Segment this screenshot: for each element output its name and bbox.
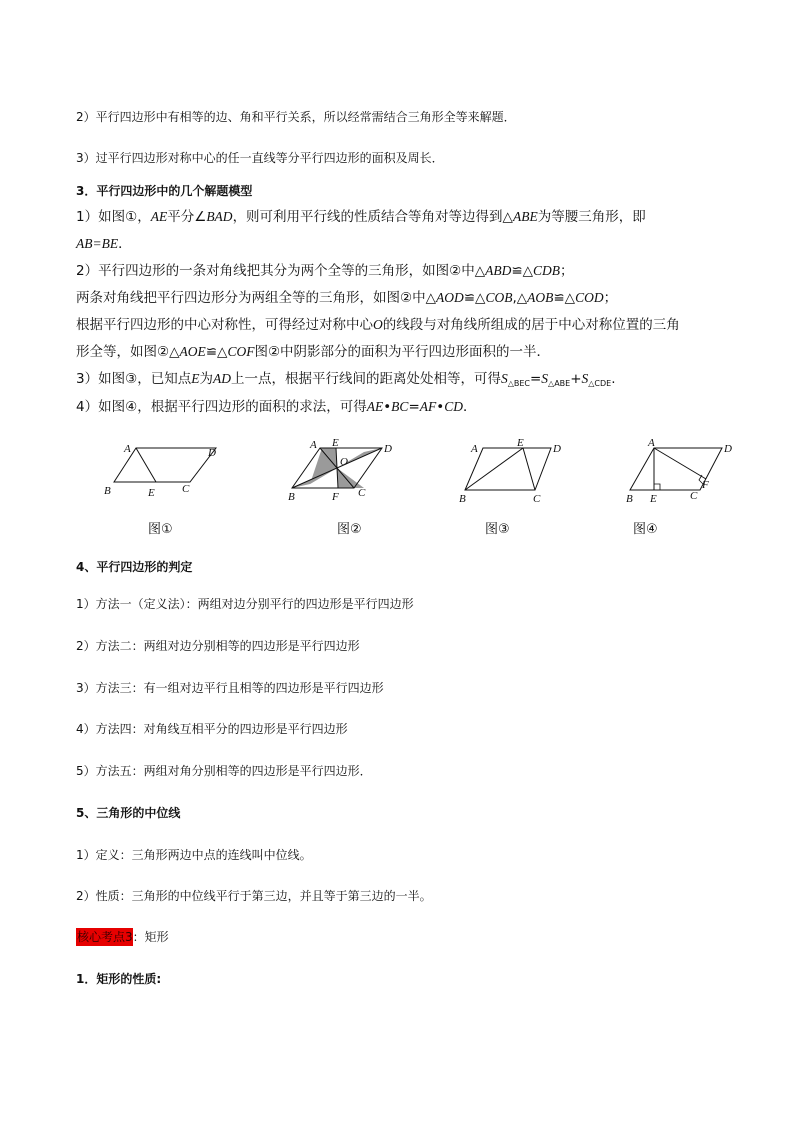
label-b: B (459, 493, 466, 505)
label-f: F (332, 491, 339, 503)
var: O (373, 317, 383, 332)
section4-title: 4、平行四边形的判定 (76, 560, 193, 574)
text-seg: ． (462, 399, 477, 415)
text-seg: • (436, 399, 445, 415)
label-b: B (288, 491, 295, 503)
figure-1-parallelogram (100, 436, 230, 506)
label-a: A (124, 443, 131, 455)
text-seg: ； (603, 290, 618, 306)
label-b: B (104, 485, 111, 497)
method-2: 2）方法二：两组对边分别相等的四边形是平行四边形 (76, 639, 360, 653)
var: E (191, 371, 200, 386)
fig4-caption: 图④ (633, 522, 658, 537)
text-seg: 根据平行四边形的中心对称性，可得经过对称中心 (76, 317, 373, 333)
label-b: B (626, 493, 633, 505)
var: AOD (435, 290, 464, 305)
label-f: F (702, 479, 709, 491)
text-seg: ≌△ (205, 344, 228, 360)
fig1-segment-ae (136, 448, 156, 482)
right-angle-e (654, 484, 660, 490)
fig3-caption: 图③ (485, 522, 510, 537)
subscript: △CDE (588, 379, 612, 388)
text-seg: ； (560, 263, 574, 279)
method-1: 1）方法一（定义法）：两组对边分别平行的四边形是平行四边形 (76, 597, 414, 611)
var: ABD (485, 263, 512, 278)
fig2-caption: 图② (337, 522, 362, 537)
var: AB=BE (76, 236, 119, 251)
var: S (541, 371, 549, 386)
text-seg: 平分∠ (167, 209, 207, 225)
model-2-line (76, 259, 574, 279)
model-2-line-2 (76, 286, 617, 306)
model-1-line (76, 205, 646, 225)
var: AOB (527, 290, 554, 305)
text-seg: 两条对角线把平行四边形分为两组全等的三角形，如图②中△ (76, 290, 436, 306)
text-seg: 3）如图③，已知点 (76, 371, 192, 387)
text-seg: 2）平行四边形的一条对角线把其分为两个全等的三角形，如图②中△ (76, 263, 486, 279)
text-seg: 图②中阴影部分的面积为平行四边形面积的一半． (254, 344, 551, 360)
var: AD (212, 371, 231, 386)
label-d: D (384, 443, 392, 455)
label-a: A (471, 443, 478, 455)
var: S (581, 371, 589, 386)
text-seg: ≌△ (511, 263, 534, 279)
var: S (500, 371, 508, 386)
text-seg: ,△ (512, 290, 528, 306)
fig3-segment-ce (523, 448, 535, 490)
rectangle-properties-title: 1．矩形的性质: (76, 972, 162, 986)
model-3-line (76, 367, 616, 388)
fig3-shape (465, 448, 551, 490)
fig1-caption: 图① (148, 522, 173, 537)
fig4-height-af (654, 448, 706, 479)
label-e: E (332, 437, 339, 449)
model-2-line-4 (76, 340, 550, 360)
var: AE (150, 209, 168, 224)
text-seg: ≌△ (463, 290, 486, 306)
method-5: 5）方法五：两组对角分别相等的四边形是平行四边形． (76, 764, 372, 778)
label-c: C (533, 493, 541, 505)
text-seg: 为 (199, 371, 213, 387)
core-badge: 核心考点3 (77, 930, 133, 944)
var: COF (227, 344, 255, 359)
var: BAD (206, 209, 233, 224)
text-seg: • (383, 399, 392, 415)
subscript: △ABE (548, 379, 571, 388)
label-d: D (724, 443, 732, 455)
text-seg: 上一点，根据平行线间的距离处处相等，可得 (230, 371, 501, 387)
core-title: ：矩形 (132, 930, 169, 944)
label-c: C (182, 483, 190, 495)
section3-title: 3．平行四边形中的几个解题模型 (76, 184, 253, 198)
var: AOE (179, 344, 206, 359)
var: COB (485, 290, 513, 305)
method-4: 4）方法四：对角线互相平分的四边形是平行四边形 (76, 722, 348, 736)
section5-title: 5、三角形的中位线 (76, 806, 181, 820)
model-4-line (76, 395, 476, 415)
subscript: △BEC (507, 379, 530, 388)
label-c: C (358, 487, 366, 499)
model-2-line-3 (76, 313, 680, 333)
var: COD (575, 290, 604, 305)
text-seg: 为等腰三角形，即 (537, 209, 646, 225)
label-d: D (553, 443, 561, 455)
text-seg: 的线段与对角线所组成的居于中心对称位置的三角 (382, 317, 680, 333)
text-seg: ≌△ (553, 290, 576, 306)
var: AE (366, 399, 384, 414)
model-1-line-2 (76, 232, 132, 252)
var: ABE (512, 209, 538, 224)
core-point-heading (76, 928, 169, 945)
label-a: A (648, 437, 655, 449)
label-e: E (650, 493, 657, 505)
text-seg: 4）如图④，根据平行四边形的面积的求法，可得 (76, 399, 367, 415)
label-o: O (340, 456, 348, 468)
text-seg: ，则可利用平行线的性质结合等角对等边得到△ (232, 209, 513, 225)
figure-3-parallelogram (455, 436, 571, 508)
text-seg: ． (118, 236, 132, 252)
var: CDB (533, 263, 561, 278)
label-e: E (148, 487, 155, 499)
text-seg: = (529, 371, 542, 387)
text-seg: 形全等，如图②△ (76, 344, 180, 360)
label-d: D (208, 447, 216, 459)
figure-4-parallelogram (620, 436, 740, 508)
label-c: C (690, 490, 698, 502)
text-seg: 1）如图①， (76, 209, 151, 225)
label-a: A (310, 439, 317, 451)
method-3: 3）方法三：有一组对边平行且相等的四边形是平行四边形 (76, 681, 384, 695)
point-3: 3）过平行四边形对称中心的任一直线等分平行四边形的面积及周长． (76, 151, 444, 165)
var: AF (419, 399, 437, 414)
var: CD (444, 399, 463, 414)
point-2: 2）平行四边形中有相等的边、角和平行关系，所以经常需结合三角形全等来解题． (76, 110, 516, 124)
text-seg: . (611, 371, 616, 387)
text-seg: + (570, 371, 582, 387)
text-seg: = (408, 399, 420, 415)
midline-definition: 1）定义：三角形两边中点的连线叫中位线。 (76, 848, 312, 862)
midline-property: 2）性质：三角形的中位线平行于第三边，并且等于第三边的一半。 (76, 889, 432, 903)
label-e: E (517, 437, 524, 449)
figure-2-parallelogram (282, 436, 398, 506)
var: BC (391, 399, 409, 414)
